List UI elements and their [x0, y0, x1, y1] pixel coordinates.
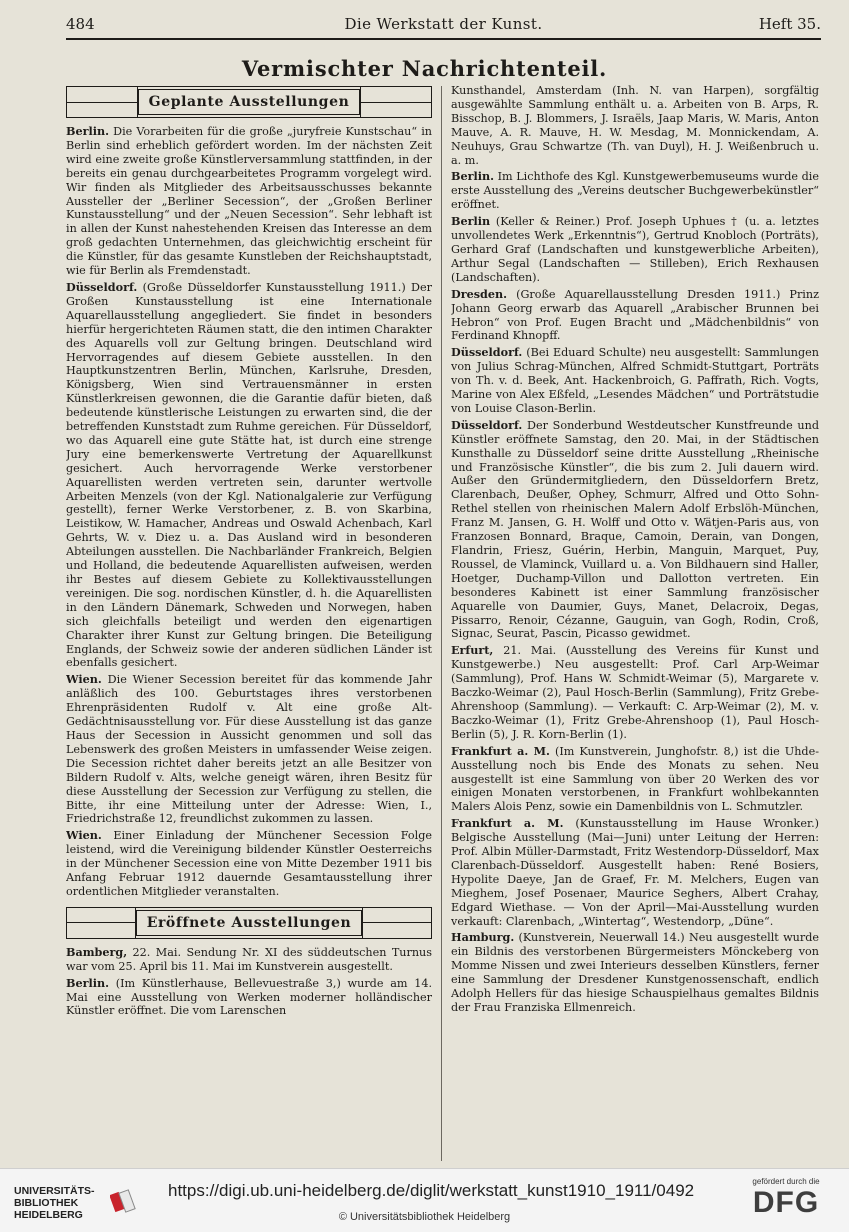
entry-place: Berlin. [66, 124, 109, 138]
entry-text: (Im Künstlerhause, Bellevuestraße 3,) wurde am 14. Mai eine Ausstellung von Werken moderner holländischer Künstler eröffnet. Die vom Larenschen [66, 976, 432, 1018]
left-column [66, 86, 432, 1156]
entry-place: Düsseldorf. [451, 345, 523, 360]
entry-text: 22. Mai. Sendung Nr. XI des süddeutschen Turnus war vom 25. April bis 11. Mai im Kunstverein ausgestellt. [66, 945, 432, 973]
news-entry [451, 644, 819, 741]
news-entry [451, 346, 819, 416]
entry-place: Düsseldorf. [66, 279, 138, 294]
news-entry [451, 84, 819, 167]
entry-text: (Im Kunstverein, Junghofstr. 8,) ist die Uhde-Ausstellung noch bis Ende des Monats zu sehen. Neu ausgestellt ist eine Sammlung von über 20 Werken des vor einigen Monaten verstorbenen, in Frankfurt wohlbekannten Malers Alois Penz, sowie ein Damenbildnis von L. Schmutzler. [451, 744, 819, 814]
entry-text: (Große Düsseldorfer Kunstausstellung 1911.) Der Großen Kunstausstellung ist eine Internationale Aquarellausstellung angegliedert. Sie findet in besonders hierfür hergerichteten Räumen statt, die den intimen Charakter des Aquarells voll zur Geltung bringen. Deutschland wird Hervorragendes auf diesem Gebiete ausstellen. In den Hauptkunstzentren Berlin, München, Karlsruhe, Dresden, Königsberg, Wien sind Vertrauensmänner in ersten Künstlerkreisen gewonnen, die die Garantie dafür bieten, daß bedeutende künstlerische Leistungen zu erwarten sind, die der betreffenden Kunststadt zum Ruhme gereichen. Für Düsseldorf, wo das Aquarell eine gute Stätte hat, ist durch eine strenge Jury eine bemerkenswerte Vertretung der Aquarellkunst gesichert. Auch hervorragende Werke verstorbener Aquarellisten werden vertreten sein, darunter wertvolle Arbeiten Menzels (von der Kgl. Nationalgalerie zur Verfügung gestellt), ferner Werke Verstorbener, z. B. von Skarbina, Leistikow, W. Hamacher, Andreas und Oswald Achenbach, Karl Gehrts, W. v. Diez u. a. Das Ausland wird in besonderen Abteilungen ausstellen. Die Nachbarländer Frankreich, Belgien und Holland, die bedeutende Aquarellisten aufweisen, werden ihr Bestes auf diesem Gebiete zu Kollektivausstellungen vereinigen. Die sog. nordischen Künstler, d. h. die Aquarellisten in den Ländern Dänemark, Schweden und Norwegen, haben sich gleichfalls beteiligt und werden den eigenartigen Charakter ihrer Kunst zur Geltung bringen. Die Beteiligung Englands, der Schweiz sowie der anderen südlichen Länder ist ebenfalls gesichert. [66, 280, 432, 670]
news-entry [451, 817, 819, 928]
copyright-notice: © Universitätsbibliothek Heidelberg [338, 1211, 511, 1223]
entry-place: Erfurt, [451, 643, 494, 658]
entry-place: Düsseldorf. [451, 417, 523, 432]
news-entry [66, 673, 432, 826]
entry-text: (Große Aquarellausstellung Dresden 1911.) Prinz Johann Georg erwarb das Aquarell „Arabischer Brunnen bei Hebron“ von Prof. Eugen Bracht und „Mädchenbildnis“ von Ferdinand Khnopff. [451, 287, 819, 343]
planned-exhibitions-list [66, 125, 432, 899]
entry-place: Berlin. [451, 169, 494, 184]
heading-planned-exhibitions: Geplante Ausstellungen [138, 89, 361, 115]
dfg-logo[interactable] [741, 1177, 831, 1220]
entry-text: Der Sonderbund Westdeutscher Kunstfreunde und Künstler eröffnete Samstag, den 20. Mai, in der Städtischen Kunsthalle zu Düsseldorf seine dritte Ausstellung „Rheinische und Französische Künstler“, die bis zum 2. Juli dauern wird. Außer den Gründermitgliedern, den Düsseldorfern Bretz, Clarenbach, Deußer, Ophey, Schmurr, Alfred und Otto Sohn-Rethel stellen von rheinischen Malern Adolf Erbslöh-München, Franz M. Jansen, G. H. Wolff und Otto v. Wätjen-Paris aus, von Franzosen Bonnard, Braque, Camoin, Derain, van Dongen, Flandrin, Friesz, Guérin, Herbin, Manguin, Marquet, Puy, Roussel, de Vlaminck, Vuillard u. a. Von Bildhauern sind Haller, Hoetger, Duchamp-Villon und Dallotton vertreten. Ein besonderes Kabinett ist einer Sammlung französischer Aquarelle von Daumier, Guys, Manet, Delacroix, Degas, Pissarro, Renoir, Cézanne, Gauguin, van Gogh, Rodin, Croß, Signac, Seurat, Pascin, Picasso gewidmet. [451, 418, 819, 641]
entry-text: Die Vorarbeiten für die große „juryfreie Kunstschau“ in Berlin sind erheblich gefördert worden. Im der nächsten Zeit wird eine zweite große Künstlerversammlung stattfinden, in der bereits ein genau durchgearbeitetes Programm vorgelegt wird. Wir finden als Mitglieder des Arbeitsausschusses bekannte Aussteller der „Berliner Secession“, der „Großen Berliner Kunstausstellung“ und der „Neuen Secession“. Sehr lebhaft ist in allen der Kunst nahestehenden Kreisen das Interesse an dem groß gedachten Unternehmen, das gleichwichtig erscheint für die Künstler, für das gesamte Kunstleben der Reichshauptstadt, wie für Berlin als Fremdenstadt. [66, 125, 432, 278]
column-divider [441, 86, 442, 1161]
entry-text: Kunsthandel, Amsterdam (Inh. N. van Harpen), sorgfältig ausgewählte Sammlung enthält u. a. Arbeiten von B. Arps, R. Bisschop, B. J. Blommers, J. Israëls, Jaap Maris, W. Maris, Anton Mauve, A. R. Mauve, H. W. Mesdag, M. Monnickendam, A. Neuhuys, Grau Schwartze (Th. van Duyl), H. J. Weißenbruch u. a. m. [451, 84, 819, 167]
entry-text: Die Wiener Secession bereitet für das kommende Jahr anläßlich des 100. Geburtstages ihres verstorbenen Ehrenpräsidenten Rudolf v. Alt eine große Alt-Gedächtnisausstellung vor. Für diese Ausstellung ist das ganze Haus der Secession in Aussicht genommen und soll das Lebenswerk des großen Meisters in umfassender Weise zeigen. Die Secession richtet daher bereits jetzt an alle Besitzer von Bildern Rudolf v. Alts, welche geneigt wären, ihren Besitz für diese Ausstellung der Secession zur Verfügung zu stellen, die Bitte, ihr eine Mitteilung unter der Adresse: Wien, I., Friedrichstraße 12, freundlichst zukommen zu lassen. [66, 673, 432, 826]
entry-text: Im Lichthofe des Kgl. Kunstgewerbemuseums wurde die erste Ausstellung des „Vereins deutscher Buchgewerbekünstler“ eröffnet. [451, 170, 819, 212]
news-entry [66, 125, 432, 278]
funded-by-label: gefördert durch die [752, 1177, 820, 1186]
entry-text: 21. Mai. (Ausstellung des Vereins für Kunst und Kunstgewerbe.) Neu ausgestellt: Prof. Carl Arp-Weimar (Sammlung), Prof. Hans W. Schmidt-Weimar (5), Margarete v. Baczko-Weimar (2), Paul Hosch-Berlin (Sammlung), Fritz Grebe-Ahrenshoop (Sammlung). — Verkauft: C. Arp-Weimar (2), M. v. Baczko-Weimar (1), Fritz Grebe-Ahrenshoop (1), Paul Hosch-Berlin (5), J. R. Korn-Berlin (1). [451, 644, 819, 741]
news-entry [451, 288, 819, 344]
library-name: UNIVERSITÄTS- BIBLIOTHEK HEIDELBERG [14, 1185, 95, 1221]
boxed-heading-opened [66, 907, 432, 939]
entry-place: Bamberg, [66, 944, 128, 959]
right-column [451, 84, 819, 1154]
news-entry [451, 170, 819, 212]
dfg-wordmark: DFG [752, 1186, 820, 1219]
news-entry [66, 829, 432, 899]
news-entry [451, 931, 819, 1014]
entry-place: Dresden. [451, 286, 507, 301]
entry-text: Einer Einladung der Münchener Secession Folge leistend, wird die Vereinigung bildender Künstler Oesterreichs in der Münchener Secession eine von Mitte Dezember 1911 bis Anfang Februar 1912 dauernde Gesamtausstellung ihrer ordentlichen Mitglieder veranstalten. [66, 829, 432, 898]
permalink-url[interactable]: https://digi.ub.uni-heidelberg.de/diglit/werkstatt_kunst1910_1911/0492 [168, 1181, 695, 1200]
entry-place: Frankfurt a. M. [451, 743, 550, 758]
news-entry [451, 419, 819, 642]
opened-exhibitions-list [66, 946, 432, 1019]
boxed-heading-planned [66, 86, 432, 118]
news-entry [451, 215, 819, 285]
running-header [66, 12, 821, 38]
entry-place: Berlin. [66, 975, 109, 990]
entry-text: (Bei Eduard Schulte) neu ausgestellt: Sammlungen von Julius Schrag-München, Alfred Schmidt-Stuttgart, Porträts von Th. v. d. Beek, Ant. Hackenbroich, G. Paffrath, Rich. Vogts, Marine von Alex Eßfeld, „Lesendes Mädchen“ und Porträtstudie von Louise Clason-Berlin. [451, 346, 819, 415]
entry-text: (Keller & Reiner.) Prof. Joseph Uphues † (u. a. letztes unvollendetes Werk „Erkenntnis“), Gertrud Knobloch (Porträts), Gerhard Graf (Landschaften und kunstgewerbliche Arbeiten), Arthur Segal (Landschaften — Stilleben), Erich Rexhausen (Landschaften). [451, 215, 819, 284]
running-title: Die Werkstatt der Kunst. [344, 15, 543, 33]
header-rule [66, 38, 821, 40]
entry-place: Berlin [451, 214, 491, 229]
news-entry [66, 281, 432, 670]
entry-place: Wien. [66, 672, 102, 687]
news-entry [451, 745, 819, 815]
entry-place: Frankfurt a. M. [451, 816, 564, 831]
entry-text: (Kunstausstellung im Hause Wronker.) Belgische Ausstellung (Mai—Juni) unter Leitung der Herren: Prof. Albin Müller-Darmstadt, Fritz Westendorp-Düsseldorf, Max Clarenbach-Düsseldorf. Ausgestellt haben: René Bosiers, Hypolite Daeye, Jan de Graef, Fr. M. Melchers, Eugen van Mieghem, Josef Posenaer, Maurice Seghers, Albert Crahay, Edgard Wiethase. — Von der April—Mai-Ausstellung wurden verkauft: Clarenbach, „Wintertag“, Westendorp, „Düne“. [451, 817, 819, 928]
entry-place: Wien. [66, 828, 102, 843]
heading-opened-exhibitions: Eröffnete Ausstellungen [136, 910, 363, 936]
opened-exhibitions-continued [451, 84, 819, 1015]
digitization-footer [0, 1168, 849, 1232]
entry-place: Hamburg. [451, 930, 515, 945]
issue-number: Heft 35. [758, 15, 821, 33]
section-title: Vermischter Nachrichtenteil. [241, 56, 608, 81]
news-entry [66, 946, 432, 974]
news-entry [66, 977, 432, 1019]
page-number: 484 [66, 15, 95, 33]
entry-text: (Kunstverein, Neuerwall 14.) Neu ausgestellt wurde ein Bildnis des verstorbenen Bürgermeisters Mönckeberg von Momme Nissen und zwei Interieurs desselben Künstlers, ferner eine Sammlung der Dresdener Kunstgenossenschaft, endlich Adolph Hellers für das hiesige Schauspielhaus gemaltes Bildnis der Frau Franziska Ellmenreich. [451, 931, 819, 1014]
